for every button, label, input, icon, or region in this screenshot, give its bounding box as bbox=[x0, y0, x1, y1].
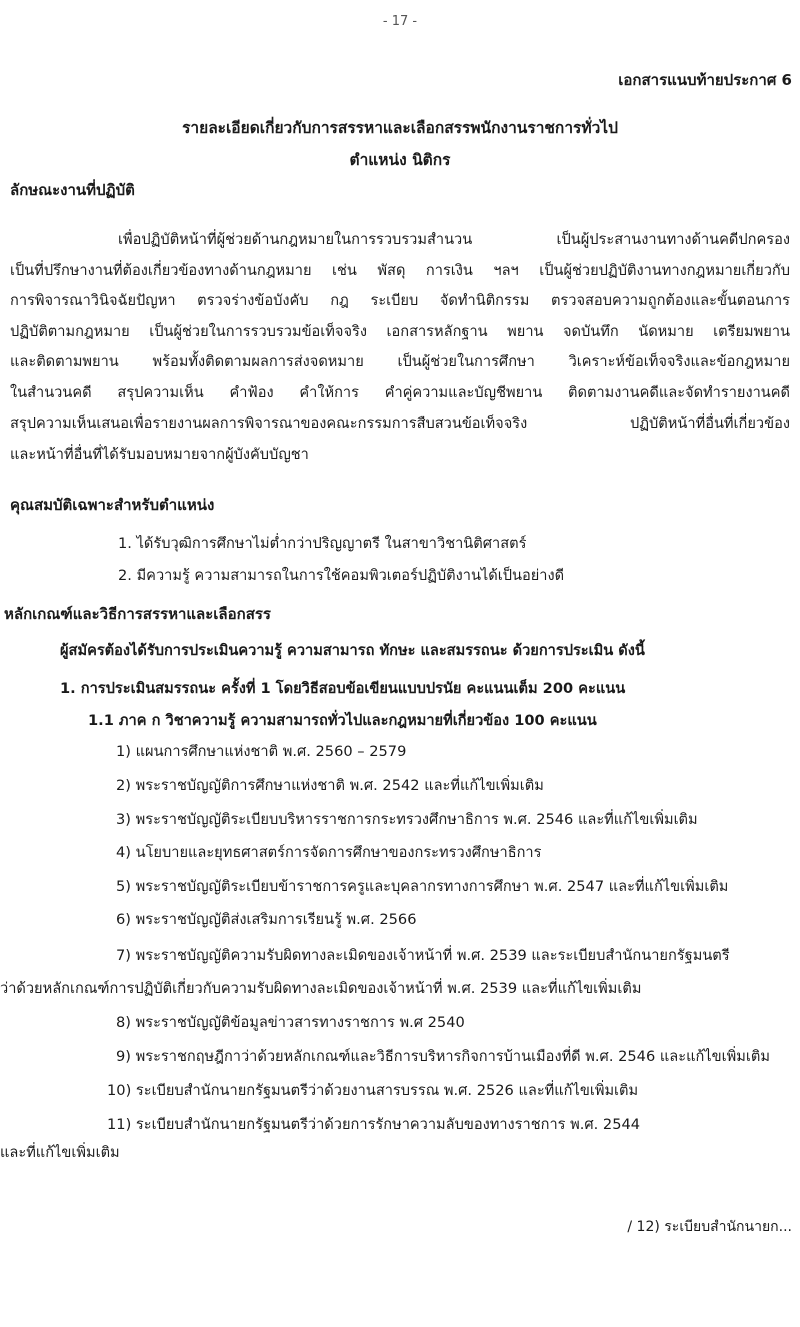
law-item: 8) พระราชบัญญัติข้อมูลข่าวสารทางราชการ พ.ศ 2540 bbox=[116, 1014, 465, 1031]
duties-line: เพื่อปฏิบัติหน้าที่ผู้ช่วยด้านกฎหมายในการรวบรวมสำนวน เป็นผู้ประสานงานทางด้านคดีปกครอง bbox=[118, 231, 790, 248]
duties-line: สรุปความเห็นเสนอเพื่อรายงานผลการพิจารณาของคณะกรรมการสืบสวนข้อเท็จจริง ปฏิบัติหน้าที่อื่นที่เกี่ยวข้อง bbox=[10, 415, 790, 432]
law-item: 10) ระเบียบสำนักนายกรัฐมนตรีว่าด้วยงานสารบรรณ พ.ศ. 2526 และที่แก้ไขเพิ่มเติม bbox=[107, 1082, 639, 1099]
duties-line: เป็นที่ปรึกษางานที่ต้องเกี่ยวข้องทางด้านกฎหมาย เช่น พัสดุ การเงิน ฯลฯ เป็นผู้ช่วยปฏิบัติงานทางกฎหมายเกี่ยวกับ bbox=[10, 262, 790, 279]
law-item-continuation: ว่าด้วยหลักเกณฑ์การปฏิบัติเกี่ยวกับความรับผิดทางละเมิดของเจ้าหน้าที่ พ.ศ. 2539 และที่แก้ไขเพิ่มเติม bbox=[0, 980, 642, 997]
law-item: 11) ระเบียบสำนักนายกรัฐมนตรีว่าด้วยการรักษาความลับของทางราชการ พ.ศ. 2544 bbox=[107, 1116, 641, 1133]
section-heading-duties: ลักษณะงานที่ปฏิบัติ bbox=[10, 181, 135, 199]
criteria-sub-1-1: 1.1 ภาค ก วิชาความรู้ ความสามารถทั่วไปและกฎหมายที่เกี่ยวข้อง 100 คะแนน bbox=[88, 712, 597, 729]
section-heading-qualifications: คุณสมบัติเฉพาะสำหรับตำแหน่ง bbox=[10, 496, 215, 514]
page-number: - 17 - bbox=[382, 14, 418, 29]
law-item: 3) พระราชบัญญัติระเบียบบริหารราชการกระทรวงศึกษาธิการ พ.ศ. 2546 และที่แก้ไขเพิ่มเติม bbox=[116, 811, 698, 828]
duties-line: ในสำนวนคดี สรุปความเห็น คำฟ้อง คำให้การ คำคู่ความและบัญชีพยาน ติดตามงานคดีและจัดทำรายงานคดี bbox=[10, 384, 790, 401]
duties-line: ปฏิบัติตามกฎหมาย เป็นผู้ช่วยในการรวบรวมข้อเท็จจริง เอกสารหลักฐาน พยาน จดบันทึก นัดหมาย เตรียมพยาน bbox=[10, 323, 790, 340]
law-item: 2) พระราชบัญญัติการศึกษาแห่งชาติ พ.ศ. 2542 และที่แก้ไขเพิ่มเติม bbox=[116, 777, 544, 794]
law-item: 4) นโยบายและยุทธศาสตร์การจัดการศึกษาของกระทรวงศึกษาธิการ bbox=[116, 844, 542, 861]
law-item: 9) พระราชกฤษฎีกาว่าด้วยหลักเกณฑ์และวิธีการบริหารกิจการบ้านเมืองที่ดี พ.ศ. 2546 และแก้ไขเพิ่มเติม bbox=[116, 1048, 770, 1065]
duties-line: การพิจารณาวินิจฉัยปัญหา ตรวจร่างข้อบังคับ กฎ ระเบียบ จัดทำนิติกรรม ตรวจสอบความถูกต้องและขั้นตอนการ bbox=[10, 292, 790, 309]
attachment-label: เอกสารแนบท้ายประกาศ 6 bbox=[618, 71, 792, 89]
duties-line: และหน้าที่อื่นที่ได้รับมอบหมายจากผู้บังคับบัญชา bbox=[10, 446, 309, 463]
law-item: 7) พระราชบัญญัติความรับผิดทางละเมิดของเจ้าหน้าที่ พ.ศ. 2539 และระเบียบสำนักนายกรัฐมนตรี bbox=[116, 947, 730, 964]
law-item: 1) แผนการศึกษาแห่งชาติ พ.ศ. 2560 – 2579 bbox=[116, 743, 407, 760]
law-item-continuation: และที่แก้ไขเพิ่มเติม bbox=[0, 1144, 120, 1161]
qualification-item: 2. มีความรู้ ความสามารถในการใช้คอมพิวเตอร์ปฏิบัติงานได้เป็นอย่างดี bbox=[118, 567, 565, 584]
section-heading-criteria: หลักเกณฑ์และวิธีการสรรหาและเลือกสรร bbox=[4, 605, 271, 623]
continuation-marker: / 12) ระเบียบสำนักนายก... bbox=[627, 1219, 792, 1235]
criteria-sub-1: 1. การประเมินสมรรถนะ ครั้งที่ 1 โดยวิธีสอบข้อเขียนแบบปรนัย คะแนนเต็ม 200 คะแนน bbox=[60, 680, 626, 697]
position-title: ตำแหน่ง นิติกร bbox=[349, 151, 451, 169]
law-item: 6) พระราชบัญญัติส่งเสริมการเรียนรู้ พ.ศ. 2566 bbox=[116, 911, 417, 928]
law-item: 5) พระราชบัญญัติระเบียบข้าราชการครูและบุคลากรทางการศึกษา พ.ศ. 2547 และที่แก้ไขเพิ่มเติม bbox=[116, 878, 729, 895]
duties-line: และติดตามพยาน พร้อมทั้งติดตามผลการส่งจดหมาย เป็นผู้ช่วยในการศึกษา วิเคราะห์ข้อเท็จจริงและข้อกฎหมาย bbox=[10, 353, 790, 370]
document-title: รายละเอียดเกี่ยวกับการสรรหาและเลือกสรรพนักงานราชการทั่วไป bbox=[182, 119, 618, 137]
qualification-item: 1. ได้รับวุฒิการศึกษาไม่ต่ำกว่าปริญญาตรี ในสาขาวิชานิติศาสตร์ bbox=[118, 535, 527, 552]
criteria-intro: ผู้สมัครต้องได้รับการประเมินความรู้ ความสามารถ ทักษะ และสมรรถนะ ด้วยการประเมิน ดังนี้ bbox=[60, 642, 645, 659]
